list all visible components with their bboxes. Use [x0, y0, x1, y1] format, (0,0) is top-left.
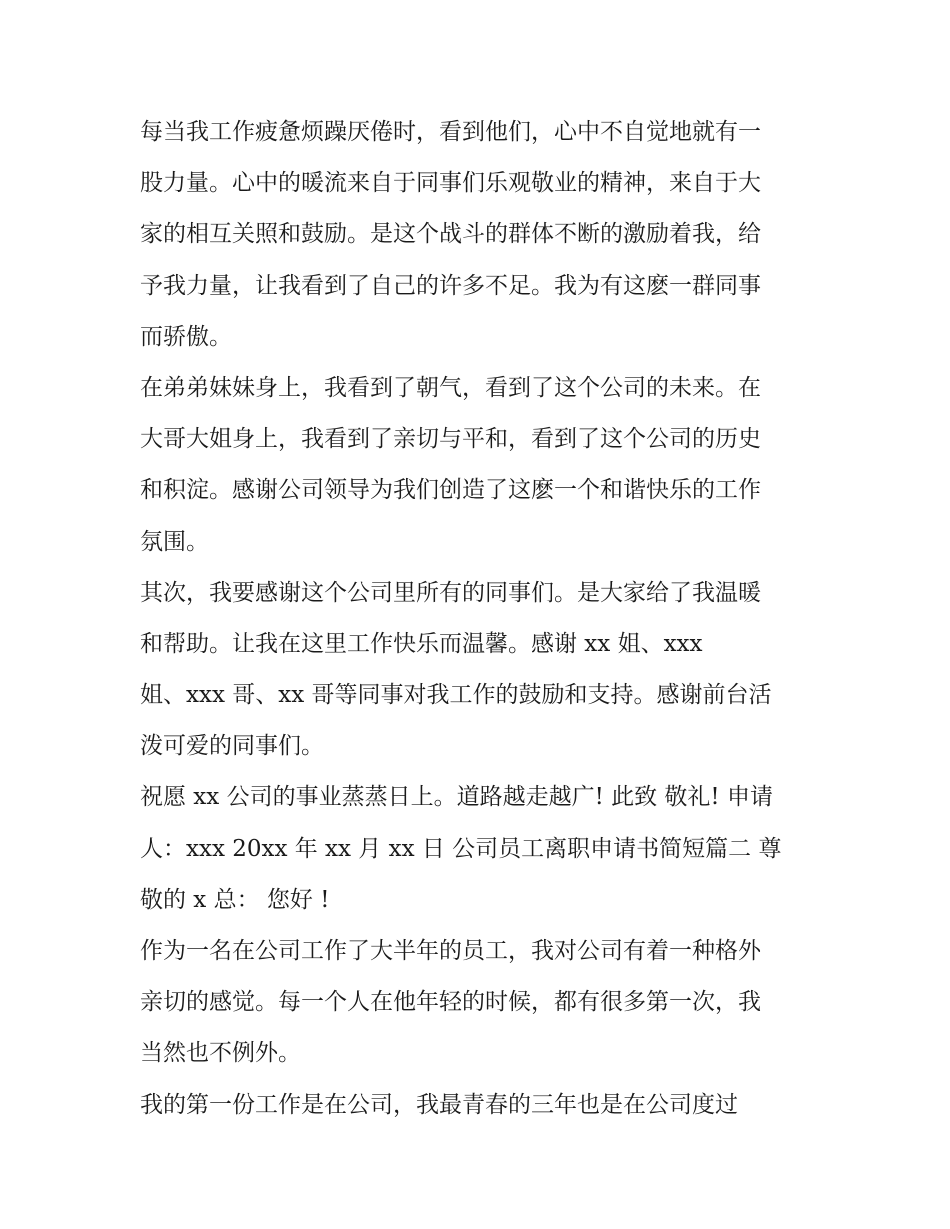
text-line: 在弟弟妹妹身上，我看到了朝气，看到了这个公司的未来。在	[140, 374, 761, 401]
text-line: 祝愿 xx 公司的事业蒸蒸日上。道路越走越广! 此致 敬礼! 申请	[140, 784, 773, 811]
text-line: 作为一名在公司工作了大半年的员工，我对公司有着一种格外	[140, 938, 761, 964]
text-line: 每当我工作疲惫烦躁厌倦时，看到他们，心中不自觉地就有一	[140, 119, 761, 145]
text-line: 和帮助。让我在这里工作快乐而温馨。感谢 xx 姐、xxx	[140, 630, 703, 657]
text-line: 而骄傲。	[140, 323, 232, 350]
text-line: 人：xxx 20xx 年 xx 月 xx 日 公司员工离职申请书简短篇二 尊	[140, 835, 782, 862]
text-line: 亲切的感觉。每一个人在他年轻的时候，都有很多第一次，我	[140, 989, 761, 1016]
text-line: 其次，我要感谢这个公司里所有的同事们。是大家给了我温暖	[140, 579, 761, 606]
text-line: 我的第一份工作是在公司，我最青春的三年也是在公司度过	[140, 1091, 738, 1118]
text-line: 姐、xxx 哥、xx 哥等同事对我工作的鼓励和支持。感谢前台活	[140, 682, 772, 709]
text-line: 氛围。	[140, 528, 209, 555]
text-line: 家的相互关照和鼓励。是这个战斗的群体不断的激励着我，给	[140, 221, 761, 248]
text-line: 当然也不例外。	[140, 1040, 301, 1067]
text-line: 泼可爱的同事们。	[140, 733, 324, 760]
text-line: 大哥大姐身上，我看到了亲切与平和，看到了这个公司的历史	[140, 426, 761, 453]
text-line: 和积淀。感谢公司领导为我们创造了这麽一个和谐快乐的工作	[140, 477, 761, 504]
document-body	[140, 107, 840, 1131]
text-line: 予我力量，让我看到了自己的许多不足。我为有这麽一群同事	[140, 272, 761, 299]
text-line: 敬的 x 总： 您好 !	[140, 886, 330, 913]
text-line: 股力量。心中的暖流来自于同事们乐观敬业的精神，来自于大	[140, 170, 761, 197]
